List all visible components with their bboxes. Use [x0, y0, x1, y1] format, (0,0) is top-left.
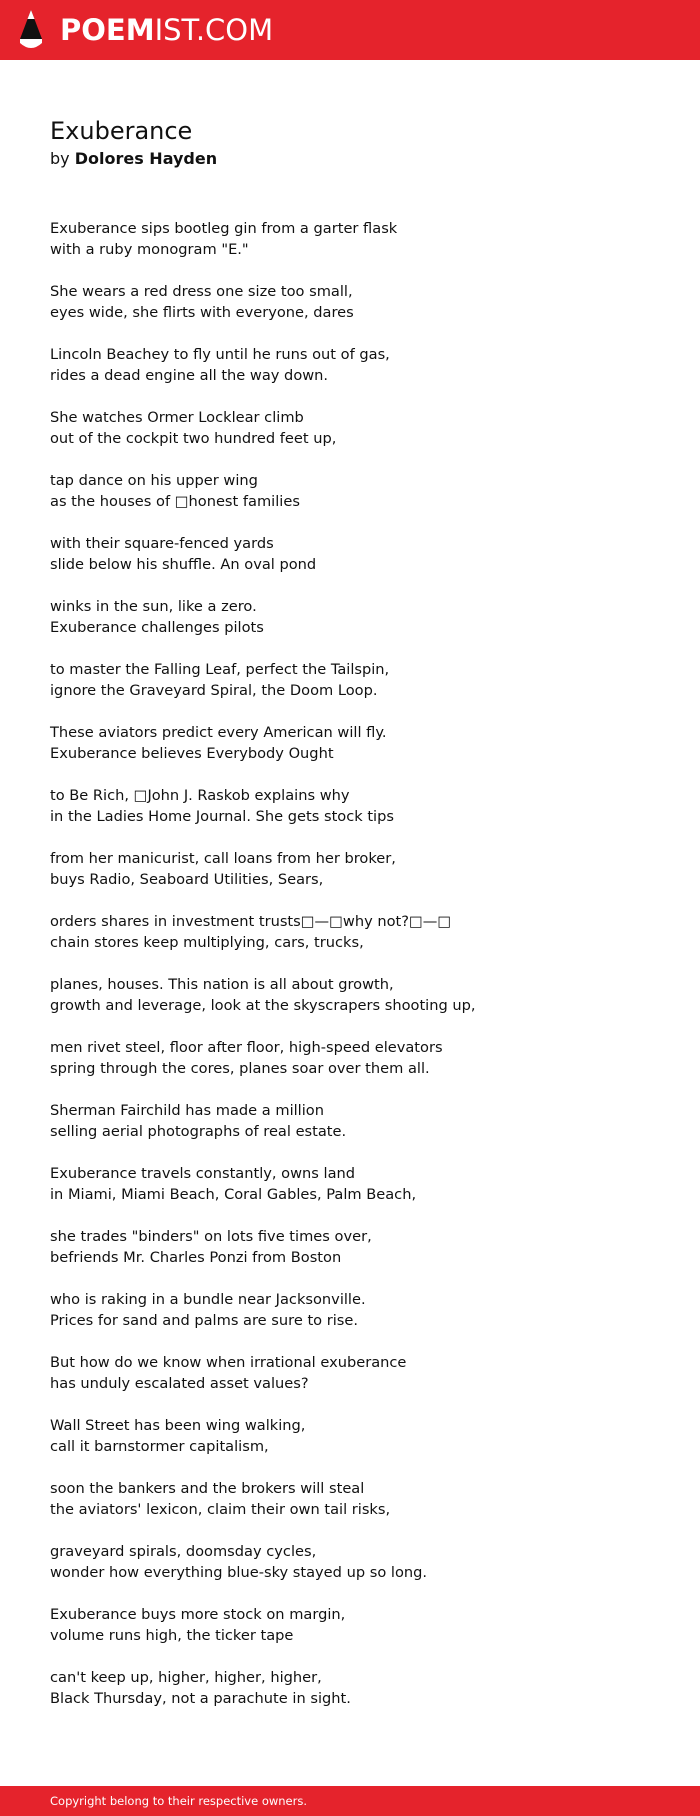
poem-line: tap dance on his upper wing: [50, 472, 258, 489]
poem-line: in Miami, Miami Beach, Coral Gables, Palm Beach,: [50, 1186, 417, 1203]
poem-stanza: [50, 1289, 660, 1331]
poem-line: out of the cockpit two hundred feet up,: [50, 430, 337, 447]
poem-line: wonder how everything blue-sky stayed up so long.: [50, 1564, 428, 1581]
poem-article: [50, 114, 660, 1730]
poem-line: who is raking in a bundle near Jacksonville.: [50, 1291, 366, 1308]
poem-line: Exuberance challenges pilots: [50, 619, 264, 636]
poem-stanza: [50, 659, 660, 701]
poem-stanza: [50, 911, 660, 953]
poem-line: to Be Rich, □John J. Raskob explains why: [50, 787, 350, 804]
poem-line: spring through the cores, planes soar over them all.: [50, 1060, 430, 1077]
poem-line: to master the Falling Leaf, perfect the Tailspin,: [50, 661, 390, 678]
poem-line: These aviators predict every American will fly.: [50, 724, 387, 741]
poem-line: rides a dead engine all the way down.: [50, 367, 329, 384]
poem-line: she trades "binders" on lots five times over,: [50, 1228, 372, 1245]
poem-line: growth and leverage, look at the skyscrapers shooting up,: [50, 997, 476, 1014]
poem-body: [50, 218, 660, 1709]
poem-line: with a ruby monogram "E.": [50, 241, 249, 258]
poem-line: call it barnstormer capitalism,: [50, 1438, 269, 1455]
poem-line: She wears a red dress one size too small,: [50, 283, 353, 300]
poem-stanza: [50, 1541, 660, 1583]
site-logo[interactable]: [60, 12, 274, 47]
poem-line: as the houses of □honest families: [50, 493, 300, 510]
poem-stanza: [50, 848, 660, 890]
poem-line: winks in the sun, like a zero.: [50, 598, 257, 615]
poem-line: buys Radio, Seaboard Utilities, Sears,: [50, 871, 324, 888]
poem-stanza: [50, 281, 660, 323]
poem-line: the aviators' lexicon, claim their own tail risks,: [50, 1501, 391, 1518]
poem-line: men rivet steel, floor after floor, high-speed elevators: [50, 1039, 443, 1056]
poem-stanza: [50, 344, 660, 386]
poem-line: has unduly escalated asset values?: [50, 1375, 309, 1392]
poem-line: volume runs high, the ticker tape: [50, 1627, 294, 1644]
poem-stanza: [50, 407, 660, 449]
copyright-text: Copyright belong to their respective owners.: [50, 1794, 308, 1808]
poem-stanza: [50, 596, 660, 638]
poem-line: Exuberance believes Everybody Ought: [50, 745, 334, 762]
poem-stanza: [50, 974, 660, 1016]
site-header: [0, 0, 700, 60]
poem-stanza: [50, 1604, 660, 1646]
poem-line: in the Ladies Home Journal. She gets stock tips: [50, 808, 394, 825]
poem-line: slide below his shuffle. An oval pond: [50, 556, 317, 573]
poem-line: Wall Street has been wing walking,: [50, 1417, 306, 1434]
poem-line: Exuberance buys more stock on margin,: [50, 1606, 346, 1623]
poem-line: chain stores keep multiplying, cars, trucks,: [50, 934, 364, 951]
poem-stanza: [50, 1667, 660, 1709]
poem-line: planes, houses. This nation is all about growth,: [50, 976, 394, 993]
pencil-tip-icon[interactable]: [18, 9, 44, 51]
poem-stanza: [50, 1352, 660, 1394]
poem-line: orders shares in investment trusts□—□why not?□—□: [50, 913, 452, 930]
poem-stanza: [50, 470, 660, 512]
poem-stanza: [50, 1478, 660, 1520]
poem-line: from her manicurist, call loans from her broker,: [50, 850, 396, 867]
poem-line: She watches Ormer Locklear climb: [50, 409, 304, 426]
poem-line: But how do we know when irrational exuberance: [50, 1354, 407, 1371]
poem-line: can't keep up, higher, higher, higher,: [50, 1669, 322, 1686]
poem-stanza: [50, 1415, 660, 1457]
site-footer: [0, 1786, 700, 1816]
poem-line: soon the bankers and the brokers will steal: [50, 1480, 365, 1497]
byline: [50, 148, 660, 170]
poem-stanza: [50, 785, 660, 827]
poem-line: ignore the Graveyard Spiral, the Doom Loop.: [50, 682, 378, 699]
poem-line: eyes wide, she flirts with everyone, dares: [50, 304, 354, 321]
poem-stanza: [50, 218, 660, 260]
poem-stanza: [50, 1226, 660, 1268]
poem-line: Exuberance sips bootleg gin from a garter flask: [50, 220, 398, 237]
poem-line: Exuberance travels constantly, owns land: [50, 1165, 356, 1182]
poem-line: graveyard spirals, doomsday cycles,: [50, 1543, 317, 1560]
poem-line: Lincoln Beachey to fly until he runs out of gas,: [50, 346, 390, 363]
poem-line: Sherman Fairchild has made a million: [50, 1102, 324, 1119]
logo-light-text: IST.COM: [154, 12, 274, 47]
poem-stanza: [50, 1037, 660, 1079]
poem-line: befriends Mr. Charles Ponzi from Boston: [50, 1249, 342, 1266]
poem-stanza: [50, 533, 660, 575]
by-label: by: [50, 149, 70, 168]
poem-line: with their square-fenced yards: [50, 535, 274, 552]
author-name: Dolores Hayden: [74, 149, 218, 168]
poem-title: Exuberance: [50, 117, 193, 145]
poem-stanza: [50, 722, 660, 764]
poem-line: Black Thursday, not a parachute in sight.: [50, 1690, 351, 1707]
poem-line: Prices for sand and palms are sure to rise.: [50, 1312, 359, 1329]
logo-bold-text: POEM: [60, 12, 155, 47]
poem-stanza: [50, 1163, 660, 1205]
poem-line: selling aerial photographs of real estate.: [50, 1123, 347, 1140]
poem-stanza: [50, 1100, 660, 1142]
